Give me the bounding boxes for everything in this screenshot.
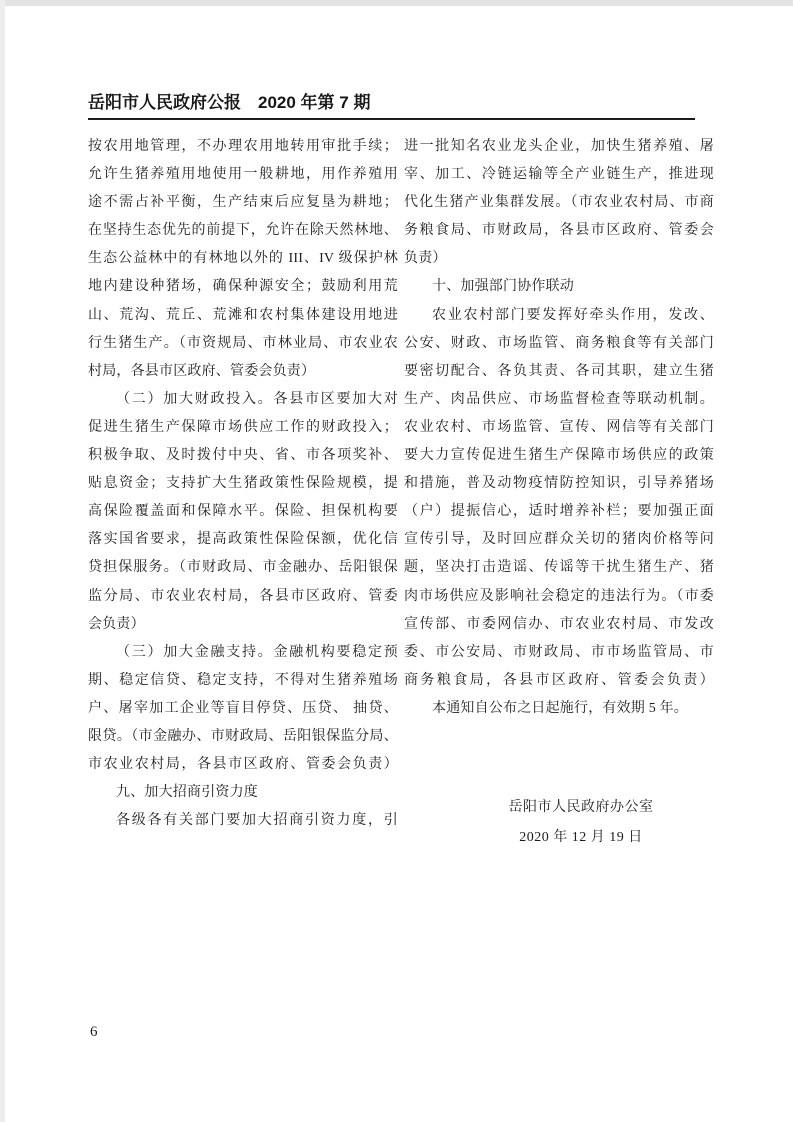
- scan-edge-top: [0, 0, 793, 6]
- text-line: 贷担保服务。（市财政局、市金融办、岳阳银保: [88, 560, 398, 576]
- text-line: 各级各有关部门要加大招商引资力度，引: [116, 813, 398, 829]
- text-line: 宣传部、市委网信办、市农业农村局、市发改: [404, 616, 714, 632]
- scan-edge-left: [0, 0, 5, 1122]
- text-line: （户）提振信心，适时增养补栏；要加强正面: [404, 504, 714, 520]
- text-line: 贴息资金；支持扩大生猪政策性保险规模，提: [88, 476, 398, 492]
- text-line: 监分局、市农业农村局，各县市区政府、管委: [88, 588, 398, 604]
- page-header: [88, 92, 696, 114]
- text-line: 要大力宣传促进生猪生产保障市场供应的政策: [404, 448, 714, 464]
- text-line: 宣传引导，及时回应群众关切的猪肉价格等问: [404, 532, 714, 548]
- text-line: 委、市公安局、市财政局、市市场监管局、市: [404, 644, 714, 660]
- page-number: 6: [90, 1024, 98, 1040]
- text-line: 途不需占补平衡，生产结束后应复垦为耕地；: [88, 195, 398, 211]
- text-line: 促进生猪生产保障市场供应工作的财政投入；: [88, 419, 398, 435]
- text-line: 允许生猪养殖用地使用一般耕地，用作养殖用: [88, 167, 398, 183]
- text-line: 限贷。（市金融办、市财政局、岳阳银保监分局、: [88, 728, 398, 744]
- text-line: 农业农村、市场监管、宣传、网信等有关部门: [404, 419, 714, 435]
- text-line: 期、稳定信贷、稳定支持，不得对生猪养殖场: [88, 672, 398, 688]
- header-divider: [88, 118, 695, 120]
- signature-date: 2020 年 12 月 19 日: [519, 830, 643, 845]
- text-line: 行生猪生产。（市资规局、市林业局、市农业农: [88, 335, 398, 351]
- text-line: 务粮食局、市财政局，各县市区政府、管委会: [404, 223, 714, 239]
- text-line: 要密切配合、各负其责、各司其职，建立生猪: [404, 363, 714, 379]
- text-line: 积极争取、及时拨付中央、省、市各项奖补、: [88, 448, 398, 464]
- signature-block: [450, 793, 712, 853]
- text-line: 进一批知名农业龙头企业，加快生猪养殖、屠: [404, 139, 714, 154]
- text-line: 户、屠宰加工企业等盲目停贷、压贷、 抽贷、: [88, 700, 398, 716]
- text-line: 生产、肉品供应、市场监督检查等联动机制。: [404, 391, 714, 407]
- text-line: 地内建设种猪场，确保种源安全；鼓励利用荒: [88, 279, 398, 295]
- text-line: 和措施，普及动物疫情防控知识，引导养猪场: [404, 476, 714, 492]
- text-line: 高保险覆盖面和保障水平。保险、担保机构要: [88, 504, 398, 520]
- text-line: 题，坚决打击造谣、传谣等干扰生猪生产、猪: [404, 560, 714, 576]
- text-line: 公安、财政、市场监管、商务粮食等有关部门: [404, 335, 714, 351]
- left-text-column: [88, 133, 398, 835]
- text-line: 九、加大招商引资力度: [116, 785, 258, 801]
- text-line: 农业农村部门要发挥好牵头作用，发改、: [432, 307, 714, 323]
- text-line: 市农业农村局，各县市区政府、管委会负责）: [88, 757, 398, 773]
- text-line: 商务粮食局，各县市区政府、管委会负责）: [404, 672, 714, 688]
- text-line: 肉市场供应及影响社会稳定的违法行为。（市委: [404, 588, 714, 604]
- text-line: 落实国省要求，提高政策性保险保额，优化信: [88, 532, 398, 548]
- text-line: 山、荒沟、荒丘、荒滩和农村集体建设用地进: [88, 307, 398, 323]
- text-line: 会负责）: [88, 616, 145, 632]
- text-line: 按农用地管理，不办理农用地转用审批手续；: [88, 139, 398, 154]
- header-title: 岳阳市人民政府公报 2020 年第 7 期: [88, 93, 371, 112]
- text-line: 本通知自公布之日起施行，有效期 5 年。: [432, 700, 688, 716]
- text-line: 宰、加工、冷链运输等全产业链生产，推进现: [404, 167, 714, 183]
- signature-office: 岳阳市人民政府办公室: [508, 800, 654, 815]
- right-text-column: [404, 133, 714, 723]
- text-line: 负责）: [404, 251, 447, 267]
- text-line: 在坚持生态优先的前提下，允许在除天然林地、: [88, 223, 398, 239]
- text-line: 生态公益林中的有林地以外的 III、IV 级保护林: [88, 251, 398, 267]
- text-line: 十、加强部门协作联动: [432, 279, 574, 295]
- text-line: 村局，各县市区政府、管委会负责）: [88, 363, 316, 379]
- text-line: 代化生猪产业集群发展。（市农业农村局、市商: [404, 195, 714, 211]
- text-line: （二）加大财政投入。各县市区要加大对: [116, 391, 398, 407]
- text-line: （三）加大金融支持。金融机构要稳定预: [116, 644, 398, 660]
